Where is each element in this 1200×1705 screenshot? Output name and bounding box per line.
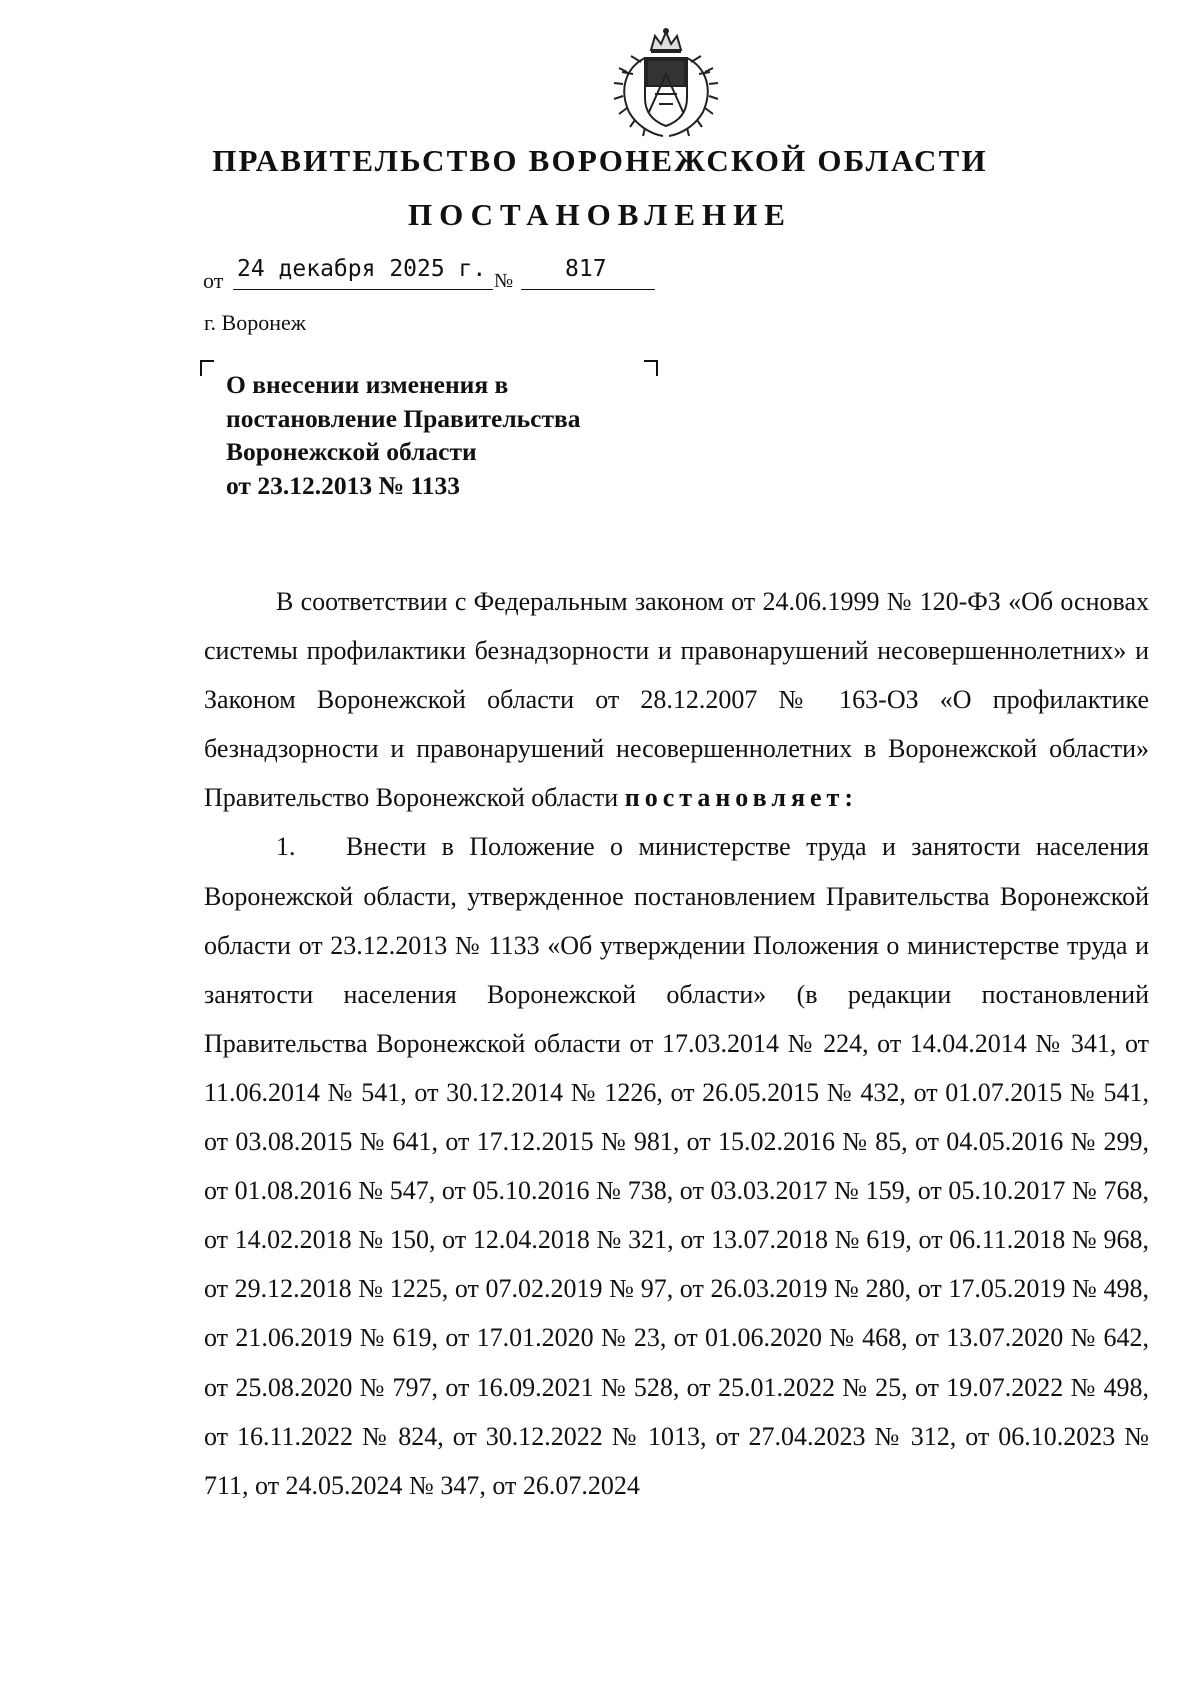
preamble-paragraph xyxy=(204,577,1149,822)
subject-line: от 23.12.2013 № 1133 xyxy=(226,470,461,500)
coat-of-arms-icon xyxy=(607,28,725,140)
number-label: № xyxy=(494,270,514,292)
subject-block xyxy=(226,368,666,502)
subject-line: постановление Правительства xyxy=(226,403,581,433)
document-type: ПОСТАНОВЛЕНИЕ xyxy=(408,197,792,232)
preamble-text: В соответствии с Федеральным законом от 24.06.1999 № 120-ФЗ «Об основах системы профилактики безнадзорности и правонарушений несовершеннолетних» и Законом Воронежской области от 28.12.2007 № 163-ОЗ «О профилактике безнадзорности и правонарушений несовершеннолетних в Воронежской области» Правительство Воронежской области xyxy=(204,587,1149,813)
document-date: 24 декабря 2025 г. xyxy=(237,256,487,282)
subject-line: Воронежской области xyxy=(226,437,477,466)
organization-title: ПРАВИТЕЛЬСТВО ВОРОНЕЖСКОЙ ОБЛАСТИ xyxy=(212,143,988,178)
item-1-paragraph xyxy=(204,822,1149,1509)
number-underline xyxy=(521,289,655,290)
date-number-row xyxy=(203,256,663,293)
document-body xyxy=(204,577,1149,1510)
resolves-word: постановляет: xyxy=(624,783,858,813)
item-1-text: Внести в Положение о министерстве труда и занятости населения Воронежской области, утвержденное постановлением Правительства Воронежской области от 23.12.2013 № 1133 «Об утверждении Положения о министерстве труда и занятости населения Воронежской области» (в редакции постановлений Правительства Воронежской области от 17.03.2014 № 224, от 14.04.2014 № 341, от 11.06.2014 № 541, от 30.12.2014 № 1226, от 26.05.2015 № 432, от 01.07.2015 № 541, от 03.08.2015 № 641, от 17.12.2015 № 981, от 15.02.2016 № 85, от 04.05.2016 № 299, от 01.08.2016 № 547, от 05.10.2016 № 738, от 03.03.2017 № 159, от 05.10.2017 № 768, от 14.02.2018 № 150, от 12.04.2018 № 321, от 13.07.2018 № 619, от 06.11.2018 № 968, от 29.12.2018 № 1225, от 07.02.2019 № 97, от 26.03.2019 № 280, от 17.05.2019 № 498, от 21.06.2019 № 619, от 17.01.2020 № 23, от 01.06.2020 № 468, от 13.07.2020 № 642, от 25.08.2020 № 797, от 16.09.2021 № 528, от 25.01.2022 № 25, от 19.07.2022 № 498, от 16.11.2022 № 824, от 30.12.2022 № 1013, от 27.04.2023 № 312, от 06.10.2023 № 711, от 24.05.2024 № 347, от 26.07.2024 xyxy=(204,832,1149,1500)
from-label: от xyxy=(203,268,224,293)
subject-corner-left xyxy=(200,360,214,376)
subject-line: О внесении изменения в xyxy=(226,370,509,399)
date-underline xyxy=(233,289,493,290)
document-number: 817 xyxy=(565,256,607,282)
item-1-number: 1. xyxy=(276,832,296,862)
city: г. Воронеж xyxy=(204,310,306,335)
